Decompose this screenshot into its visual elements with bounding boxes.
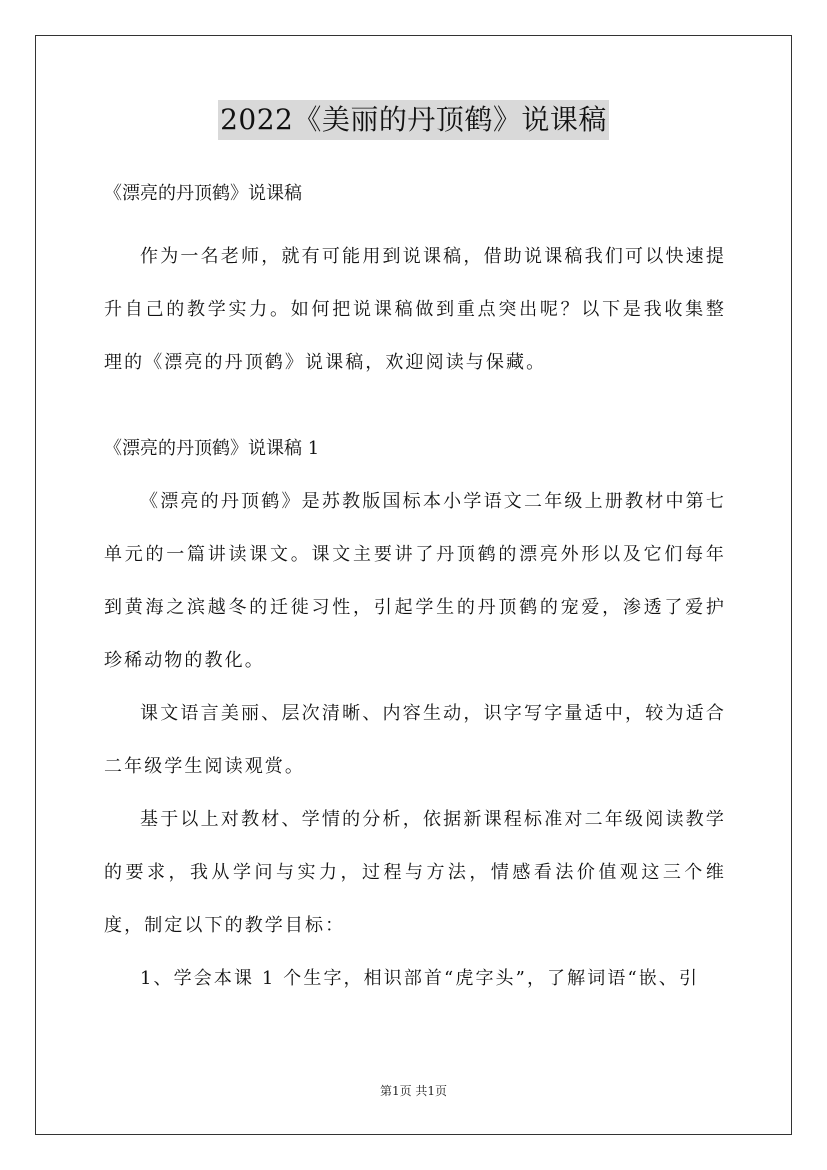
page-footer	[0, 1082, 827, 1099]
body-paragraph: 《漂亮的丹顶鹤》是苏教版国标本小学语文二年级上册教材中第七单元的一篇讲读课文。课文主要讲了丹顶鹤的漂亮外形以及它们每年到黄海之滨越冬的迁徙习性，引起学生的丹顶鹤的宠爱，渗透了爱护珍稀动物的教化。	[104, 491, 726, 671]
title-container	[0, 100, 827, 140]
page-number: 第1页 共1页	[379, 1084, 448, 1098]
intro-paragraph: 作为一名老师，就有可能用到说课稿，借助说课稿我们可以快速提升自己的教学实力。如何把说课稿做到重点突出呢？以下是我收集整理的《漂亮的丹顶鹤》说课稿，欢迎阅读与保藏。	[104, 246, 726, 373]
body-paragraph: 课文语言美丽、层次清晰、内容生动，识字写字量适中，较为适合二年级学生阅读观赏。	[104, 703, 726, 777]
document-body	[104, 176, 726, 1005]
intro-heading: 《漂亮的丹顶鹤》说课稿	[104, 183, 302, 204]
document-title: 2022《美丽的丹顶鹤》说课稿	[218, 100, 609, 140]
section-heading: 《漂亮的丹顶鹤》说课稿 1	[104, 438, 320, 459]
body-paragraph: 1、学会本课 1 个生字，相识部首“虎字头”，了解词语“嵌、引	[140, 968, 700, 989]
body-paragraph: 基于以上对教材、学情的分析，依据新课程标准对二年级阅读教学的要求，我从学问与实力，过程与方法，情感看法价值观这三个维度，制定以下的教学目标：	[104, 809, 726, 936]
